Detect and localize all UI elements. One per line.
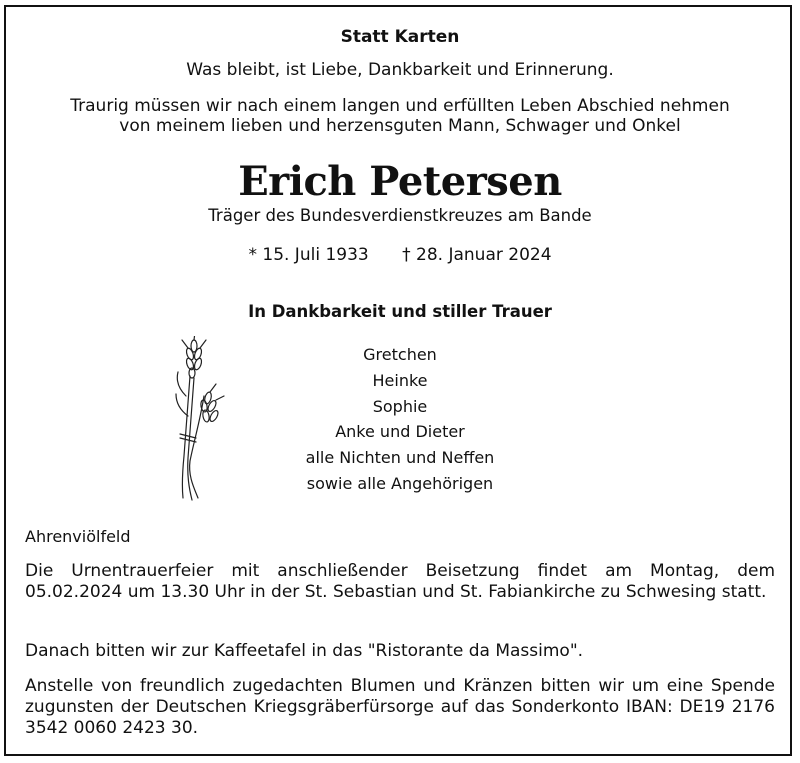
death-date: † 28. Januar 2024 bbox=[402, 245, 552, 265]
motto: Was bleibt, ist Liebe, Dankbarkeit und Erinnerung. bbox=[186, 60, 614, 80]
ceremony-paragraph: Die Urnentrauerfeier mit anschließender Beisetzung findet am Montag, dem 05.02.2024 um 13.30 Uhr in der St. Sebastian und St. Fabiankirche zu Schwesing statt. bbox=[25, 561, 775, 602]
mourner-list bbox=[250, 342, 550, 497]
notice-heading: Statt Karten bbox=[340, 27, 460, 47]
mourner-item: Heinke bbox=[372, 370, 428, 390]
deceased-name: Erich Petersen bbox=[238, 158, 562, 205]
birth-date: * 15. Juli 1933 bbox=[248, 245, 369, 265]
wheat-ears-icon bbox=[166, 336, 228, 504]
mourner-item: Anke und Dieter bbox=[335, 422, 465, 442]
mourner-item: sowie alle Angehörigen bbox=[306, 473, 494, 493]
grief-line: In Dankbarkeit und stiller Trauer bbox=[248, 302, 552, 321]
mourner-item: alle Nichten und Neffen bbox=[305, 448, 495, 468]
mourner-item: Gretchen bbox=[363, 345, 437, 364]
mourner-item: Sophie bbox=[372, 396, 428, 416]
intro-line-2: von meinem lieben und herzensguten Mann, Schwager und Onkel bbox=[119, 116, 681, 136]
place-name: Ahrenviölfeld bbox=[25, 527, 131, 546]
life-dates bbox=[0, 245, 800, 265]
intro-line-1: Traurig müssen wir nach einem langen und erfüllten Leben Abschied nehmen bbox=[70, 96, 730, 116]
intro-text bbox=[0, 96, 800, 136]
coffee-paragraph: Danach bitten wir zur Kaffeetafel in das "Ristorante da Massimo". bbox=[25, 641, 584, 661]
donation-paragraph: Anstelle von freundlich zugedachten Blumen und Kränzen bitten wir um eine Spende zugunsten der Deutschen Kriegsgräberfürsorge auf das Sonderkonto IBAN: DE19 2176 3542 0060 2423 30. bbox=[25, 676, 775, 738]
honor-line: Träger des Bundesverdienstkreuzes am Bande bbox=[208, 206, 592, 225]
